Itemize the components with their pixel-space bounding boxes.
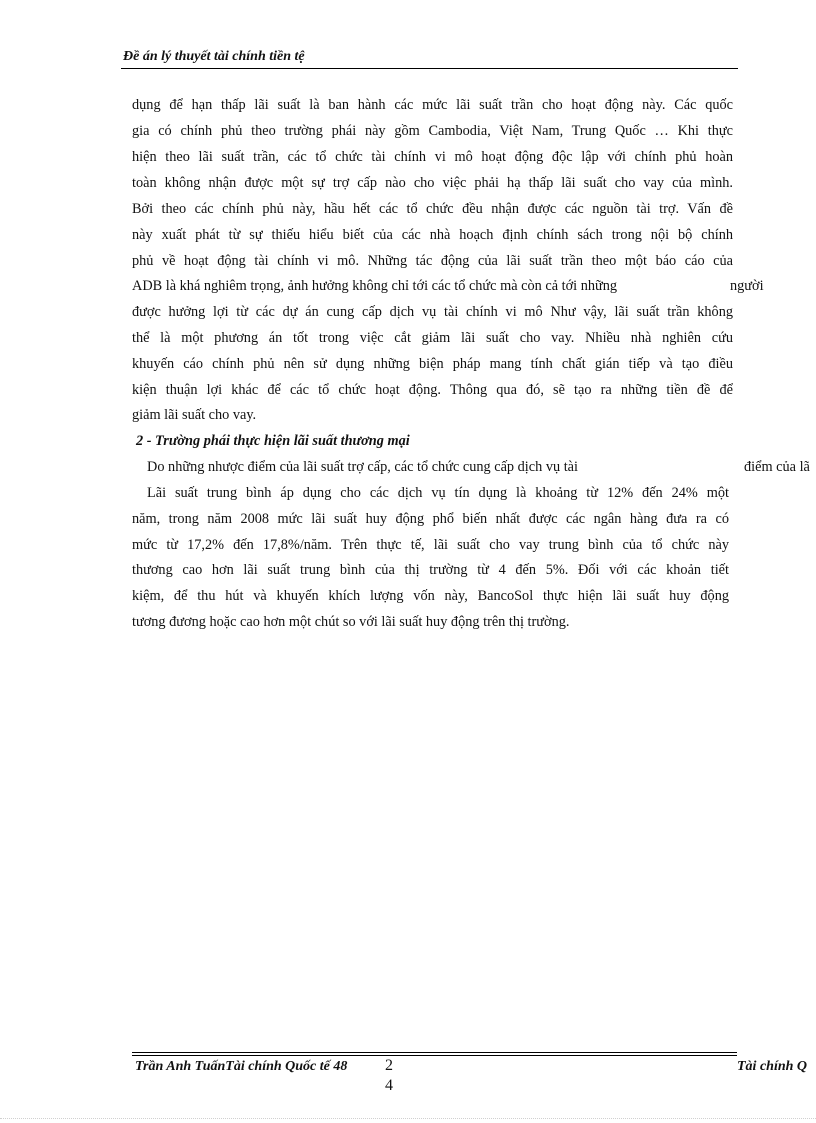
text-line: kiệm, để thu hút và khuyến khích lượng vốn này, BancoSol thực hiện lãi suất huy động (132, 588, 729, 604)
header-rule (121, 68, 738, 69)
text-line: gia có chính phủ theo trường phái này gồm Cambodia, Việt Nam, Trung Quốc … Khi thực (132, 123, 733, 139)
text-line: ADB là khá nghiêm trọng, ảnh hưởng không chỉ tới các tổ chức mà còn cả tới những (132, 278, 618, 294)
text-line: giảm lãi suất cho vay. (132, 407, 257, 423)
text-line: toàn không nhận được một sự trợ cấp nào cho việc phải hạ thấp lãi suất cho vay của mình. (132, 175, 733, 191)
page-number: 2 (385, 1057, 393, 1074)
text-line: tương đương hoặc cao hơn một chút so với lãi suất huy động trên thị trường. (132, 614, 570, 630)
text-line: kiện thuận lợi khác để các tổ chức hoạt động. Thông qua đó, sẽ tạo ra những tiền đề để (132, 382, 733, 398)
overflow-fragment: điểm của lã (744, 459, 810, 475)
text-line: được hưởng lợi từ các dự án cung cấp dịch vụ tài chính vi mô Như vậy, lãi suất trần không (132, 304, 733, 320)
section-heading: 2 - Trường phái thực hiện lãi suất thương mại (136, 433, 410, 449)
text-line: khuyến cáo chính phủ nên sử dụng những biện pháp mang tính chất gián tiếp và tạo điều (132, 356, 733, 372)
text-line: phủ về hoạt động tài chính vi mô. Những tác động của lãi suất trần theo một báo cáo của (132, 253, 733, 269)
text-line: năm, trong năm 2008 mức lãi suất huy động phổ biến nhất được các ngân hàng đưa ra có (132, 511, 729, 527)
text-line: Bởi theo các chính phủ này, hầu hết các tổ chức đều nhận được các nguồn tài trợ. Vấn đề (132, 201, 733, 217)
footer-rule (132, 1055, 737, 1056)
footer-right-text: Tài chính Q (737, 1059, 808, 1074)
text-line: này xuất phát từ sự thiếu hiểu biết của các nhà hoạch định chính sách trong nội bộ chính (132, 227, 733, 243)
text-line: thương cao hơn lãi suất trung bình của thị trường từ 4 đến 5%. Đối với các khoản tiết (132, 562, 729, 578)
text-line: dụng để hạn thấp lãi suất là ban hành các mức lãi suất trần cho hoạt động này. Các quốc (132, 97, 733, 113)
page-number: 4 (385, 1077, 393, 1094)
text-line: mức từ 17,2% đến 17,8%/năm. Trên thực tế, lãi suất cho vay trung bình của tổ chức này (132, 537, 729, 553)
header-title: Đề án lý thuyết tài chính tiền tệ (123, 49, 305, 64)
page-edge (0, 1118, 816, 1119)
overflow-fragment: người (730, 278, 764, 294)
text-line: Lãi suất trung bình áp dụng cho các dịch vụ tín dụng là khoảng từ 12% đến 24% một (147, 485, 729, 501)
text-line: hiện theo lãi suất trần, các tổ chức tài chính vi mô hoạt động độc lập với chính phủ hoàn (132, 149, 733, 165)
text-line: thể là một phương án tốt trong việc cắt giảm lãi suất cho vay. Nhiều nhà nghiên cứu (132, 330, 733, 346)
footer-author: Trần Anh TuấnTài chính Quốc tế 48 (135, 1059, 348, 1074)
text-line: Do những nhược điểm của lãi suất trợ cấp, các tổ chức cung cấp dịch vụ tài (147, 459, 578, 475)
footer-rule (132, 1052, 737, 1053)
